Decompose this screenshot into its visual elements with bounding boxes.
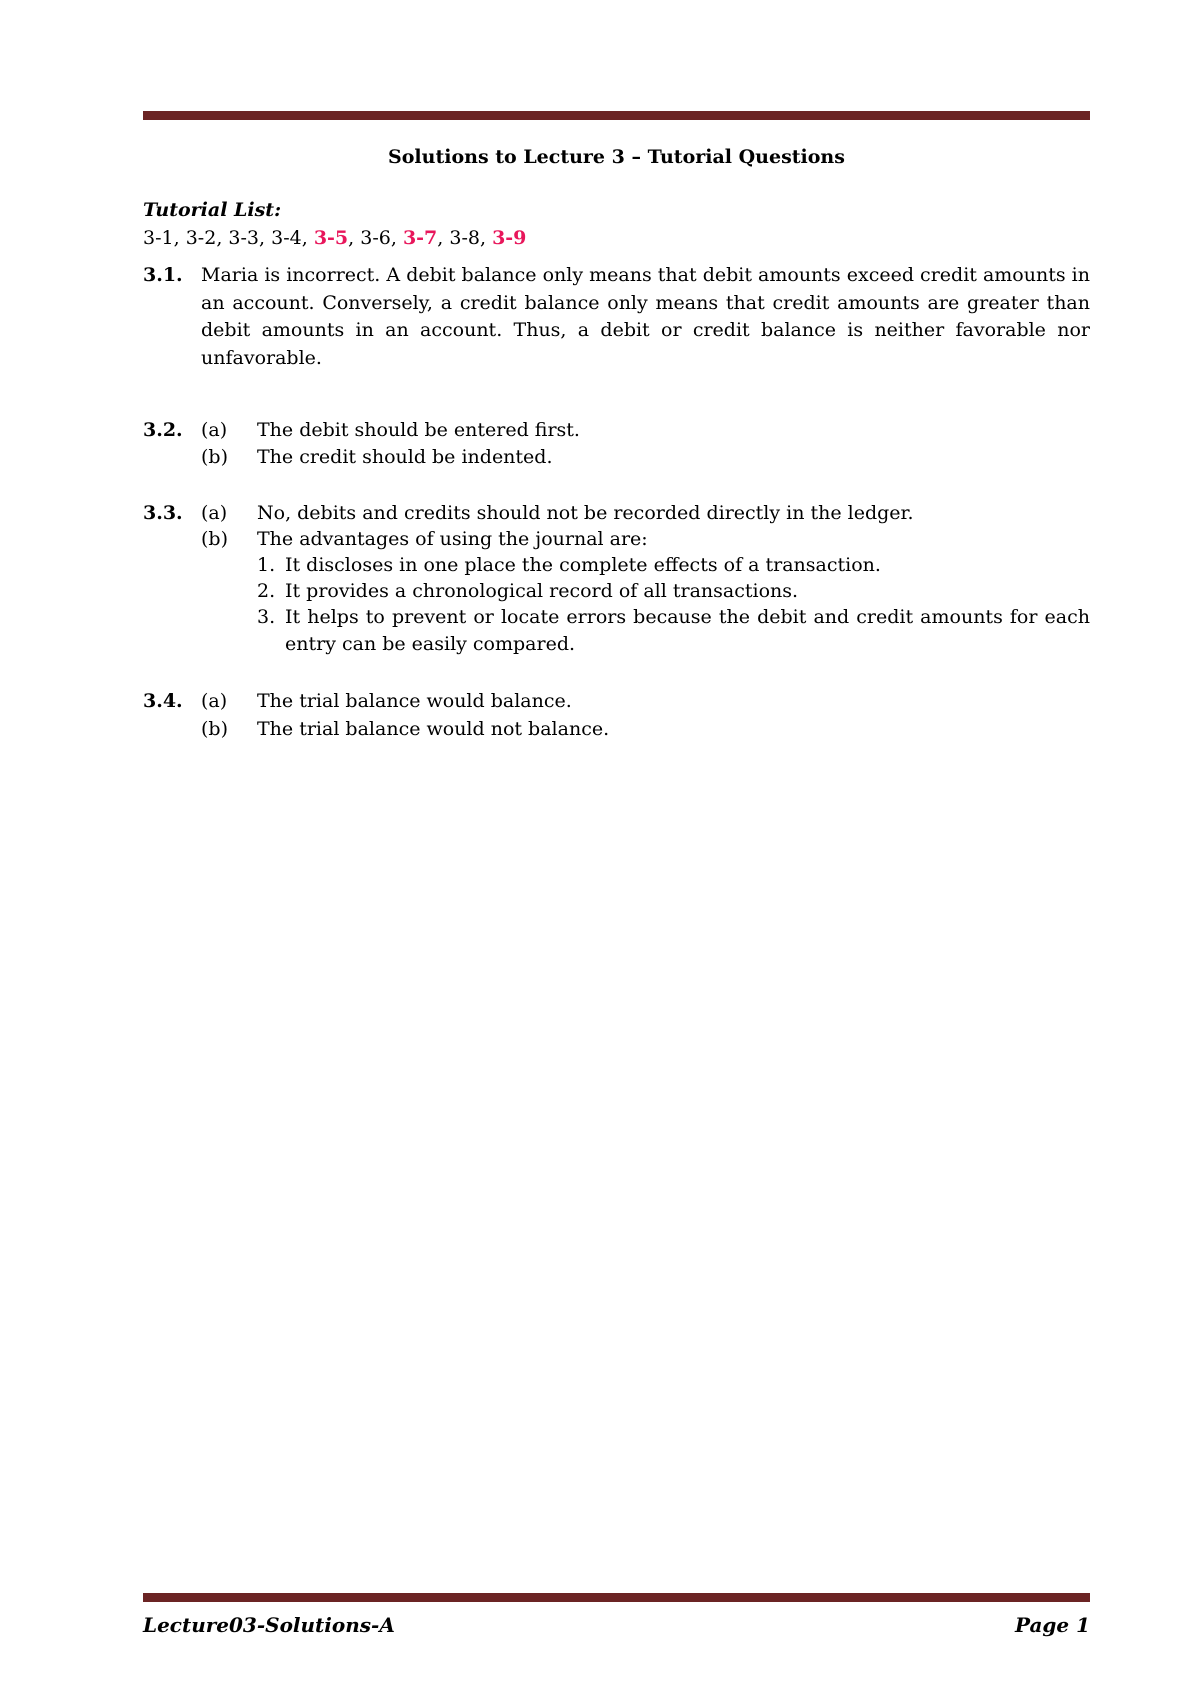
answer-3-3-b: The advantages of using the journal are: — [257, 528, 648, 550]
point-text: It discloses in one place the complete effects of a transaction. — [285, 554, 881, 576]
tutorial-separator: , — [259, 227, 272, 249]
part-label-3-3-b: (b) — [201, 528, 228, 550]
tutorial-item: 3-8 — [449, 227, 480, 249]
page-title: Solutions to Lecture 3 – Tutorial Questions — [388, 146, 845, 168]
header-rule — [143, 111, 1090, 120]
answer-3-4-b: The trial balance would not balance. — [257, 718, 610, 740]
part-label-3-4-a: (a) — [201, 690, 228, 712]
point-text: It provides a chronological record of all transactions. — [285, 580, 799, 602]
question-number-3-4: 3.4. — [143, 690, 183, 712]
part-label-3-4-b: (b) — [201, 718, 228, 740]
tutorial-item: 3-9 — [492, 227, 527, 249]
tutorial-item: 3-3 — [228, 227, 260, 249]
tutorial-list-label: Tutorial List: — [143, 199, 282, 221]
tutorial-item: 3-6 — [360, 227, 391, 249]
part-label-3-2-a: (a) — [201, 419, 228, 441]
tutorial-separator: , — [173, 227, 186, 249]
point-text: It helps to prevent or locate errors because the debit and credit amounts for each entry can be easily compared. — [285, 606, 1090, 655]
tutorial-separator: , — [390, 227, 403, 249]
part-label-3-3-a: (a) — [201, 502, 228, 524]
question-number-3-1: 3.1. — [143, 264, 183, 286]
point-number: 2. — [257, 580, 276, 602]
answer-3-2-a: The debit should be entered first. — [257, 419, 580, 441]
answer-3-2-b: The credit should be indented. — [257, 446, 553, 468]
point-number: 3. — [257, 606, 276, 628]
answer-3-4-a: The trial balance would balance. — [257, 690, 572, 712]
tutorial-separator: , — [216, 227, 229, 249]
tutorial-item: 3-4 — [271, 227, 302, 249]
tutorial-list-items — [143, 226, 526, 250]
tutorial-item: 3-1 — [143, 227, 174, 249]
question-number-3-3: 3.3. — [143, 502, 183, 524]
tutorial-separator: , — [348, 227, 361, 249]
footer-rule — [143, 1593, 1090, 1602]
part-label-3-2-b: (b) — [201, 446, 228, 468]
tutorial-separator: , — [437, 227, 450, 249]
answer-3-1: Maria is incorrect. A debit balance only means that debit amounts exceed credit amounts in an account. Conversely, a credit balance only means that credit amounts are greater than debit amounts in an account. Thus, a debit or credit balance is neither favorable nor unfavorable. — [201, 264, 1090, 369]
answer-3-3-a: No, debits and credits should not be recorded directly in the ledger. — [257, 502, 914, 524]
footer-document-name: Lecture03-Solutions-A — [143, 1613, 395, 1637]
tutorial-separator: , — [479, 227, 493, 249]
question-number-3-2: 3.2. — [143, 419, 183, 441]
tutorial-item: 3-2 — [185, 227, 217, 249]
footer-page-number: Page 1 — [1014, 1613, 1090, 1637]
tutorial-item: 3-5 — [313, 227, 349, 249]
point-number: 1. — [257, 554, 276, 576]
tutorial-separator: , — [301, 227, 314, 249]
tutorial-item: 3-7 — [402, 227, 438, 249]
